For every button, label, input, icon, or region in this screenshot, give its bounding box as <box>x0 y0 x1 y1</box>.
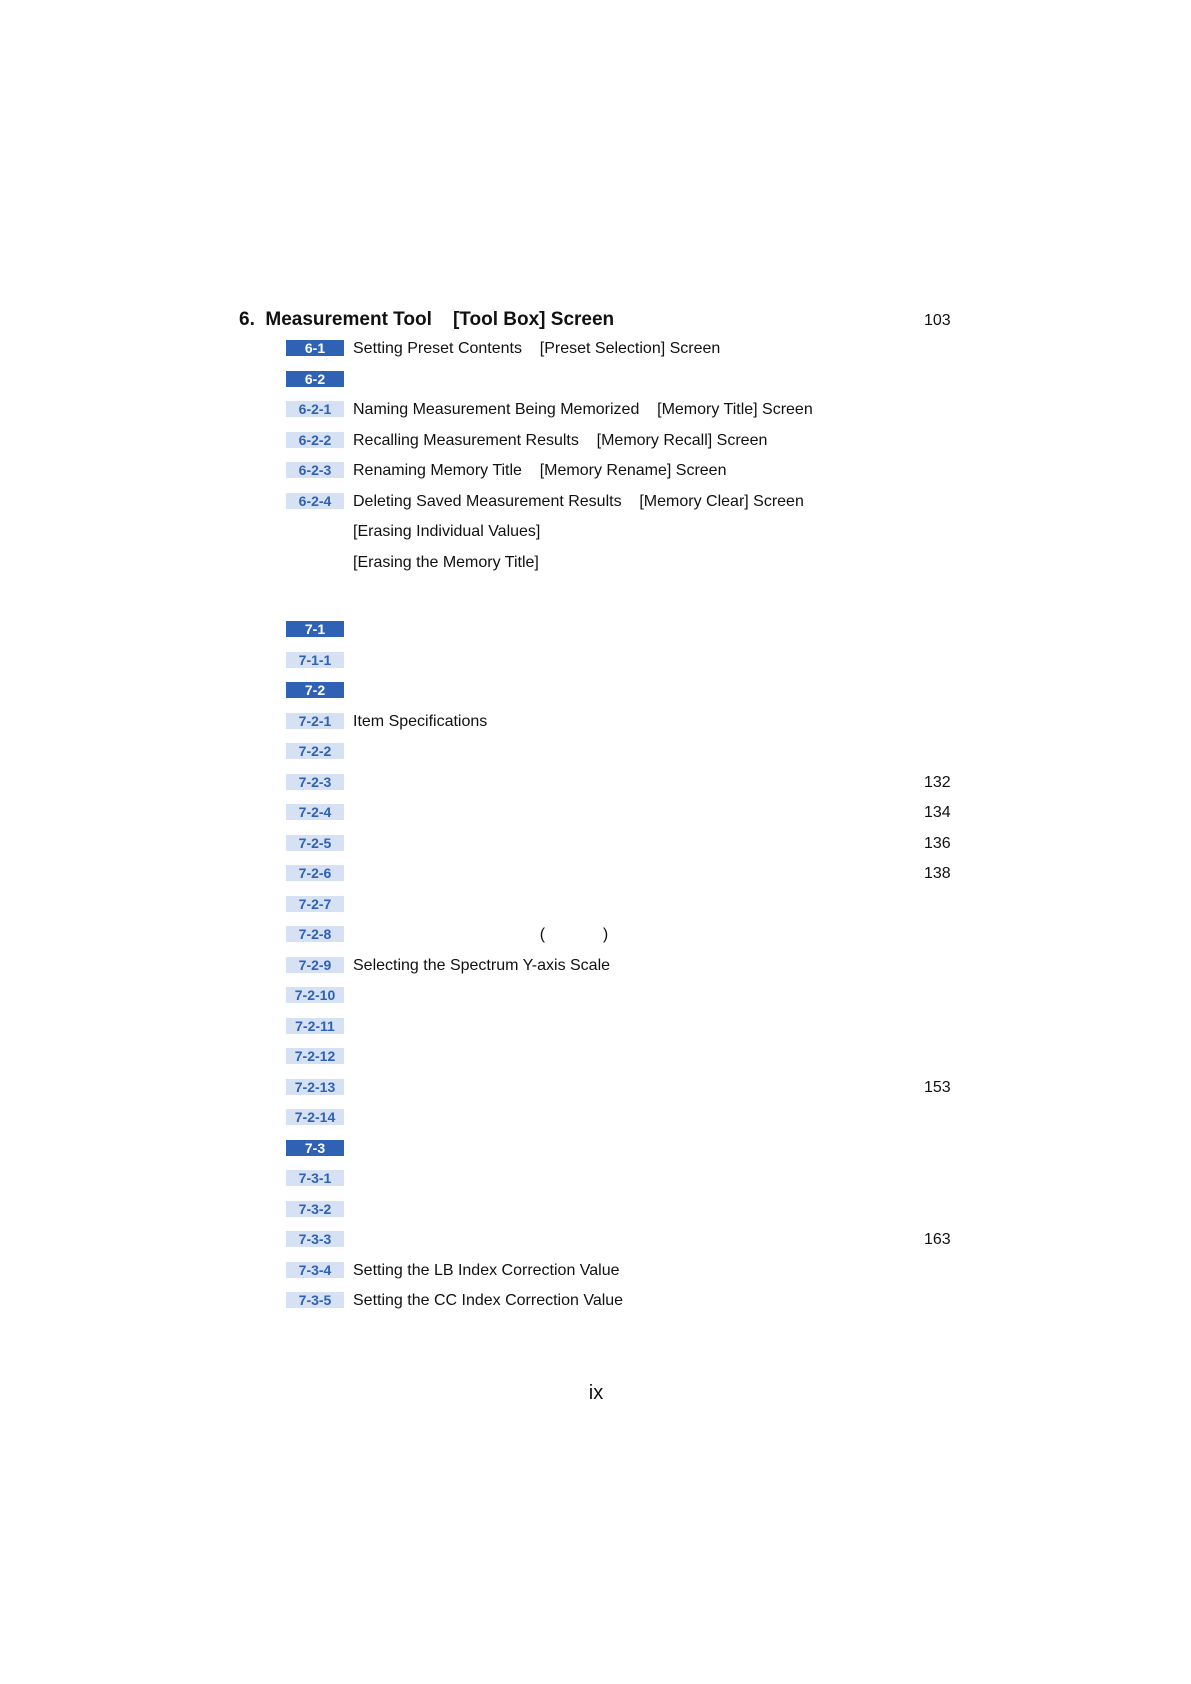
toc-entry[interactable] <box>286 400 966 420</box>
subsection-number-badge: 6-2-1 <box>286 401 344 417</box>
section-number-badge: 7-1 <box>286 621 344 637</box>
subsection-number-badge: 7-2-2 <box>286 743 344 759</box>
toc-entry-page: 163 <box>924 1231 951 1248</box>
toc-entry[interactable] <box>286 956 966 976</box>
section-number-badge: 6-1 <box>286 340 344 356</box>
subsection-number-badge: 6-2-2 <box>286 432 344 448</box>
toc-entry[interactable] <box>286 1139 966 1159</box>
toc-entry[interactable] <box>286 1078 966 1098</box>
toc-entry[interactable] <box>286 773 966 793</box>
toc-entry[interactable] <box>286 742 966 762</box>
subsection-number-badge: 7-2-4 <box>286 804 344 820</box>
toc-entry-page: 134 <box>924 804 951 821</box>
subsection-number-badge: 7-2-7 <box>286 896 344 912</box>
subsection-number-badge: 7-3-2 <box>286 1201 344 1217</box>
toc-entry[interactable] <box>286 1291 966 1311</box>
subsection-number-badge: 7-2-1 <box>286 713 344 729</box>
toc-entry[interactable] <box>286 1169 966 1189</box>
toc-entry-title: ( ) <box>353 926 609 943</box>
toc-entry[interactable] <box>286 681 966 701</box>
toc-entry[interactable] <box>286 1261 966 1281</box>
toc-entry[interactable] <box>286 803 966 823</box>
toc-entry[interactable] <box>286 339 966 359</box>
subsection-number-badge: 7-3-1 <box>286 1170 344 1186</box>
toc-entry-title: Recalling Measurement Results [Memory Recall] Screen <box>353 432 768 449</box>
subsection-number-badge: 6-2-4 <box>286 493 344 509</box>
toc-entry[interactable] <box>286 522 966 542</box>
toc-entry[interactable] <box>286 864 966 884</box>
subsection-number-badge: 7-2-11 <box>286 1018 344 1034</box>
section-number-badge: 6-2 <box>286 371 344 387</box>
toc-entry[interactable] <box>286 712 966 732</box>
toc-entry-page: 138 <box>924 865 951 882</box>
toc-entry[interactable] <box>286 651 966 671</box>
toc-entry[interactable] <box>286 1017 966 1037</box>
toc-entry-title: Naming Measurement Being Memorized [Memory Title] Screen <box>353 401 813 418</box>
section-number-badge: 7-2 <box>286 682 344 698</box>
toc-entry[interactable] <box>286 492 966 512</box>
section-number-badge: 7-3 <box>286 1140 344 1156</box>
toc-entry-title: Setting Preset Contents [Preset Selection] Screen <box>353 340 721 357</box>
toc-entry-title: [Erasing Individual Values] <box>353 523 541 540</box>
chapter-heading: 6. Measurement Tool [Tool Box] Screen <box>239 309 615 330</box>
toc-entry[interactable] <box>286 895 966 915</box>
subsection-number-badge: 7-2-8 <box>286 926 344 942</box>
subsection-number-badge: 6-2-3 <box>286 462 344 478</box>
toc-entry[interactable] <box>286 553 966 573</box>
toc-entry[interactable] <box>286 620 966 640</box>
toc-entry-title: Setting the CC Index Correction Value <box>353 1292 624 1309</box>
subsection-number-badge: 7-2-14 <box>286 1109 344 1125</box>
subsection-number-badge: 7-2-6 <box>286 865 344 881</box>
subsection-number-badge: 7-2-9 <box>286 957 344 973</box>
subsection-number-badge: 7-2-3 <box>286 774 344 790</box>
toc-entry[interactable] <box>286 986 966 1006</box>
toc-entry-title: Item Specifications <box>353 713 488 730</box>
subsection-number-badge: 7-2-13 <box>286 1079 344 1095</box>
toc-entry[interactable] <box>286 370 966 390</box>
toc-entry[interactable] <box>286 1230 966 1250</box>
page-footer-number: ix <box>588 1382 604 1404</box>
toc-entry[interactable] <box>286 461 966 481</box>
toc-entry-title: Setting the LB Index Correction Value <box>353 1262 620 1279</box>
toc-entry[interactable] <box>286 1108 966 1128</box>
toc-entry-title: Selecting the Spectrum Y-axis Scale <box>353 957 611 974</box>
subsection-number-badge: 7-3-4 <box>286 1262 344 1278</box>
toc-entry-page: 153 <box>924 1079 951 1096</box>
subsection-number-badge: 7-2-5 <box>286 835 344 851</box>
chapter-page-number: 103 <box>924 312 951 329</box>
subsection-number-badge: 7-2-12 <box>286 1048 344 1064</box>
toc-entry-page: 136 <box>924 835 951 852</box>
toc-entry[interactable] <box>286 431 966 451</box>
toc-entry[interactable] <box>286 1200 966 1220</box>
toc-entry[interactable] <box>286 925 966 945</box>
subsection-number-badge: 7-3-3 <box>286 1231 344 1247</box>
toc-entry[interactable] <box>286 1047 966 1067</box>
toc-entry-title: Renaming Memory Title [Memory Rename] Screen <box>353 462 727 479</box>
toc-entry[interactable] <box>286 834 966 854</box>
toc-entry-title: [Erasing the Memory Title] <box>353 554 539 571</box>
toc-entry-page: 132 <box>924 774 951 791</box>
subsection-number-badge: 7-3-5 <box>286 1292 344 1308</box>
subsection-number-badge: 7-2-10 <box>286 987 344 1003</box>
subsection-number-badge: 7-1-1 <box>286 652 344 668</box>
toc-entry-title: Deleting Saved Measurement Results [Memory Clear] Screen <box>353 493 804 510</box>
